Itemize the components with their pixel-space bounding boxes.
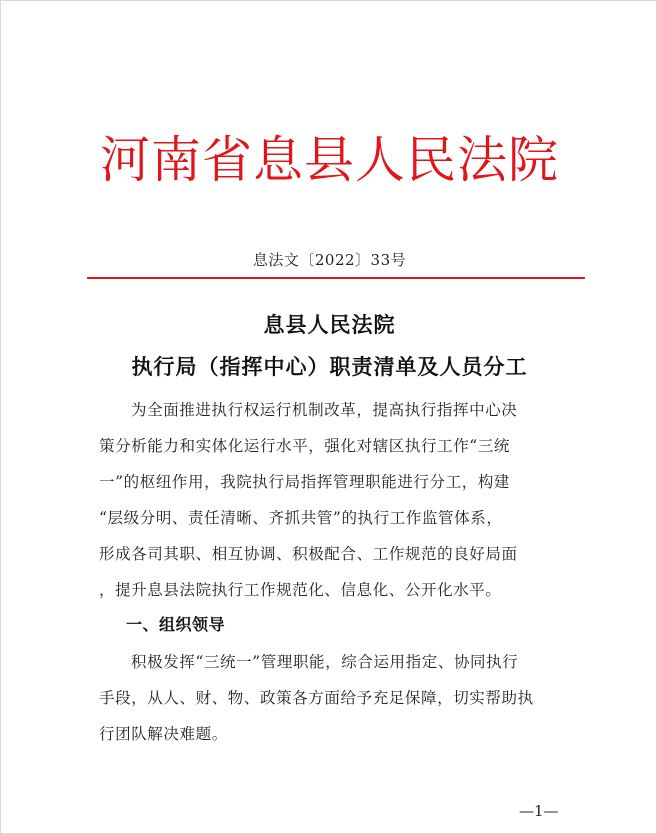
intro-line-6: ，提升息县法院执行工作规范化、信息化、公开化水平。 — [99, 581, 502, 599]
section-heading-organization: 一、组织领导 — [126, 615, 226, 634]
intro-line-4: “层级分明、责任清晰、齐抓共管”的执行工作监管体系， — [99, 509, 503, 527]
red-divider-line — [87, 277, 585, 279]
document-title-line-2: 执行局（指挥中心）职责清单及人员分工 — [131, 355, 528, 379]
document-number: 息法文〔2022〕33号 — [252, 251, 407, 269]
document-title-line-1: 息县人民法院 — [263, 313, 396, 337]
document-header-org-title: 河南省息县人民法院 — [100, 131, 559, 189]
intro-line-5: 形成各司其职、相互协调、积极配合、工作规范的良好局面 — [99, 545, 518, 563]
intro-paragraph — [99, 392, 567, 608]
intro-line-2: 策分析能力和实体化运行水平，强化对辖区执行工作“三统 — [99, 437, 511, 455]
section1-line-2: 手段，从人、财、物、政策各方面给予充足保障，切实帮助执 — [99, 689, 534, 707]
section1-line-1: 积极发挥“三统一”管理职能，综合运用指定、协同执行 — [131, 653, 519, 671]
intro-line-3: 一”的枢纽作用，我院执行局指挥管理职能进行分工，构建 — [99, 473, 511, 491]
page-number: —1— — [519, 802, 559, 820]
section1-paragraph — [99, 644, 567, 752]
section1-line-3: 行团队解决难题。 — [99, 725, 228, 743]
intro-line-1: 为全面推进执行权运行机制改革，提高执行指挥中心决 — [131, 401, 518, 419]
